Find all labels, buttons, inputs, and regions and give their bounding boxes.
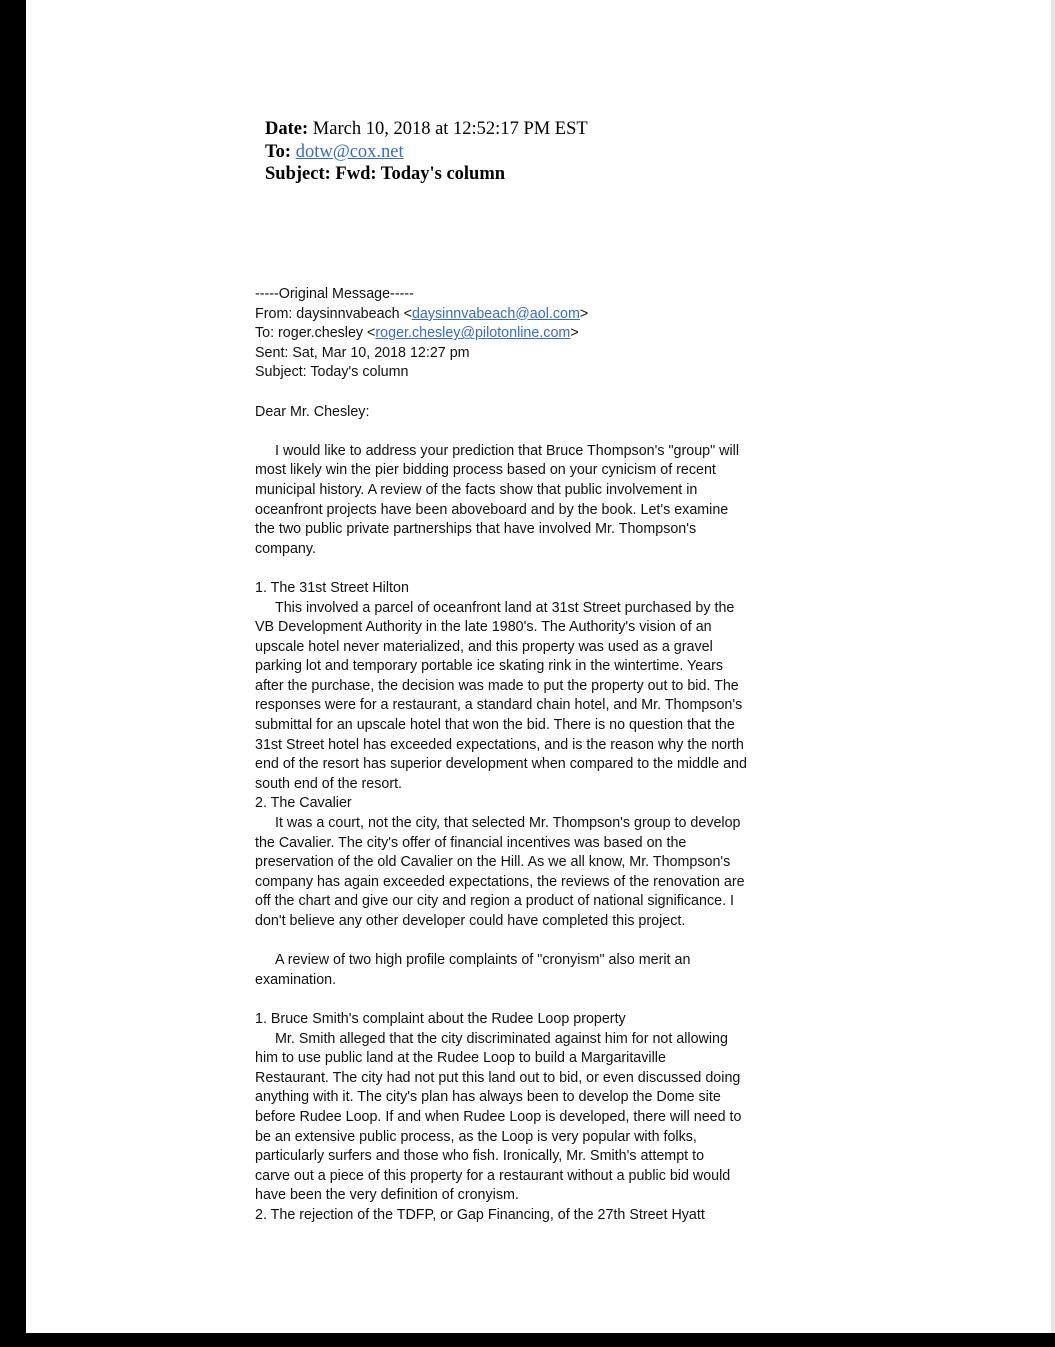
complaint-rudee-loop: 1. Bruce Smith's complaint about the Rudee Loop property Mr. Smith alleged that the city discriminated against him for not allowing him to use public land at the Rudee Loop to build a Margaritaville Restaurant. The city had not put this land out to bid, or even discussed doing anything with it. The city's plan has always been to develop the Dome site before Rudee Loop. If and when Rudee Loop is developed, there will need to be an extensive public process, as the Loop is very popular with folks, particularly surfers and those who fish. Ironically, Mr. Smith's attempt to carve out a piece of this property for a restaurant without a public bid would have been the very definition of cronyism. — [255, 1010, 825, 1206]
paragraph-2: A review of two high profile complaints of "cronyism" also merit an examination. — [255, 952, 691, 988]
item-cavalier: 2. The Cavalier It was a court, not the city, that selected Mr. Thompson's group to develop the Cavalier. The city's offer of financial incentives was based on the preservation of the old Cavalier on the Hill. As we all know, Mr. Thompson's company has again exceeded expectations, the reviews of the renovation are off the chart and give our city and region a product of national significance. I don't believe any other developer could have completed this project. — [255, 794, 825, 931]
to-line: To: dotw@cox.net — [265, 141, 404, 162]
scan-bottom-edge — [0, 1333, 1055, 1347]
scan-right-edge — [1051, 0, 1055, 1333]
to-email-link[interactable]: dotw@cox.net — [295, 141, 404, 162]
item-title: 2. The Cavalier — [255, 795, 352, 812]
complaint-hyatt-title: 2. The rejection of the TDFP, or Gap Financing, of the 27th Street Hyatt — [255, 1206, 705, 1223]
date-line: Date: March 10, 2018 at 12:52:17 PM EST — [265, 119, 588, 139]
greeting: Dear Mr. Chesley: — [255, 403, 370, 420]
forwarded-message — [255, 285, 825, 1226]
from-email-link[interactable]: daysinnvabeach@aol.com — [411, 305, 580, 322]
original-to: To: roger.chesley <roger.chesley@pilotonline.com> — [255, 325, 579, 342]
subject-line: Subject: Fwd: Today's column — [265, 164, 506, 184]
item-31st-street-hilton: 1. The 31st Street Hilton This involved a parcel of oceanfront land at 31st Street purchased by the VB Development Authority in the late 1980's. The Authority's vision of an upscale hotel never materialized, and this property was used as a gravel parking lot and temporary portable ice skating rink in the wintertime. Years after the purchase, the decision was made to put the property out to bid. The responses were for a restaurant, a standard chain hotel, and Mr. Thompson's submittal for an upscale hotel that won the bid. There is no question that the 31st Street hotel has exceeded expectations, and is the reason why the north end of the resort has superior development when compared to the middle and south end of the resort. — [255, 579, 825, 795]
item-title: 1. Bruce Smith's complaint about the Rudee Loop property — [255, 1010, 626, 1027]
scan-left-edge — [0, 0, 26, 1347]
original-from: From: daysinnvabeach <daysinnvabeach@aol.com> — [255, 305, 589, 322]
original-sent: Sent: Sat, Mar 10, 2018 12:27 pm — [255, 344, 470, 361]
original-subject: Subject: Today's column — [255, 364, 409, 381]
to-original-email-link[interactable]: roger.chesley@pilotonline.com — [375, 325, 571, 342]
item-title: 1. The 31st Street Hilton — [255, 579, 409, 596]
paragraph-1: I would like to address your prediction that Bruce Thompson's "group" will most likely win the pier bidding process based on your cynicism of recent municipal history. A review of the facts show that public involvement in oceanfront projects have been aboveboard and by the book. Let's examine the two public private partnerships that have involved Mr. Thompson's company. — [255, 442, 739, 557]
original-separator: -----Original Message----- — [255, 286, 414, 302]
email-header — [265, 118, 588, 186]
